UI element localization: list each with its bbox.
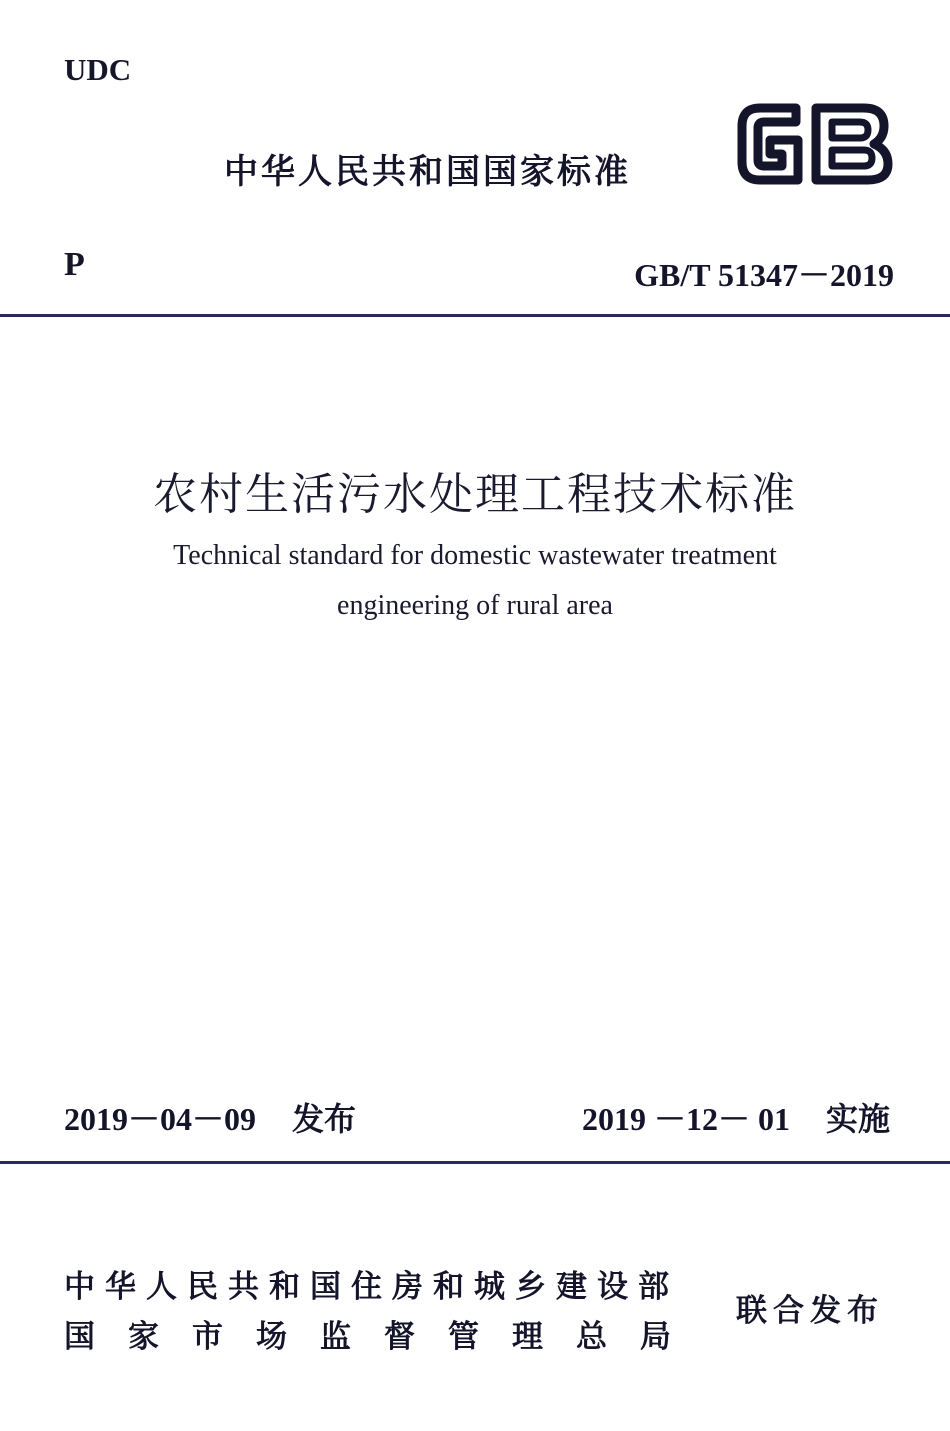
issuer-ministry: 中华人民共和国住房和城乡建设部 xyxy=(64,1269,679,1305)
title-english-line2: engineering of rural area xyxy=(337,590,613,621)
publish-label: 发布 xyxy=(292,1100,357,1138)
national-standard-heading: 中华人民共和国国家标准 xyxy=(224,152,631,192)
publish-date: 2019－04－09 xyxy=(64,1101,257,1137)
joint-issue-label: 联合发布 xyxy=(736,1293,884,1329)
title-english-line1: Technical standard for domestic wastewater treatment xyxy=(173,540,777,571)
publish-date-block xyxy=(64,1094,356,1140)
issuer-administration: 国家市场监督管理总局 xyxy=(64,1319,704,1355)
gb-logo xyxy=(726,94,898,194)
bottom-divider xyxy=(0,1161,950,1164)
implement-date: 2019 －12－ 01 xyxy=(581,1101,790,1137)
implement-label: 实施 xyxy=(825,1100,890,1138)
category-code: P xyxy=(64,246,85,283)
title-chinese: 农村生活污水处理工程技术标准 xyxy=(153,469,797,520)
top-divider xyxy=(0,314,950,317)
udc-label: UDC xyxy=(64,52,132,87)
standard-number: GB/T 51347－2019 xyxy=(634,257,894,293)
implement-date-block xyxy=(582,1094,890,1140)
